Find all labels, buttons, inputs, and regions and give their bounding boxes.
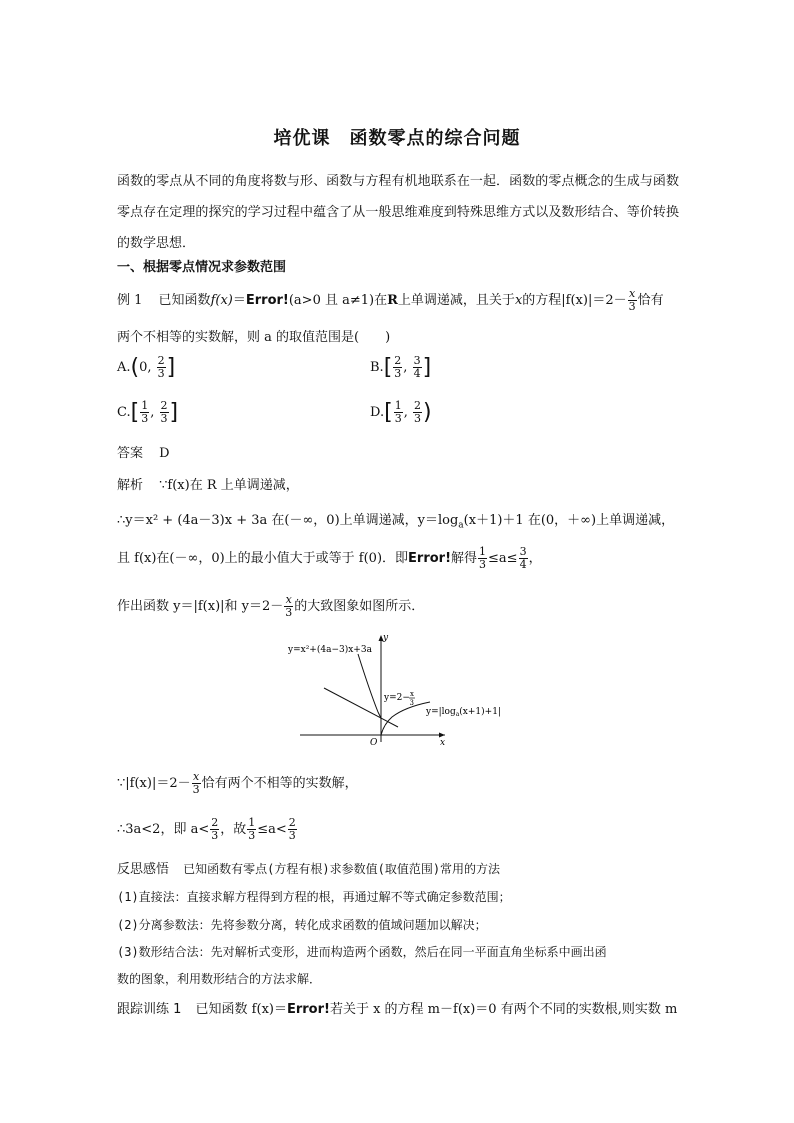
y-axis-label: y: [383, 633, 389, 643]
fraction-x-3: $\frac{x}{3}$: [628, 287, 636, 313]
x-axis-label: x: [440, 738, 446, 748]
log-curve: [381, 702, 430, 735]
method-3-cont: 数的图象，利用数形结合的方法求解．: [117, 972, 322, 986]
practice-label: 跟踪训练 1: [117, 1002, 182, 1017]
example-line-1: 例 1 已知函数f(x)＝Error!(a>0 且 a≠1)在R上单调递减，且关于x的方程|f(x)|＝2－ $\frac{x}{3}$ 恰有: [117, 287, 664, 313]
reflection-label: 反思感悟: [117, 862, 170, 877]
function-graph: [280, 632, 520, 748]
line-label: y=2−: [384, 693, 410, 703]
solution-line-5: ∵|f(x)|＝2－ $\frac{x}{3}$ 恰有两个不相等的实数解，: [117, 770, 358, 796]
line-label-num: x: [410, 690, 414, 698]
example-line-2: 两个不相等的实数解，则 a 的取值范围是( ): [117, 330, 391, 345]
method-2: (2)分离参数法：先将参数分离，转化成求函数的值域问题加以解决；: [117, 918, 487, 932]
reflection-heading: [117, 858, 500, 877]
origin-label: O: [370, 738, 378, 748]
answer-label: 答案: [117, 446, 144, 461]
example-label: 例 1: [117, 293, 143, 308]
solution-line-2: ∴y＝x² + (4a－3)x + 3a 在(－∞，0)上单调递减，$y=\log_a(x+1)+1$ 在(0，＋∞)上单调递减，: [117, 513, 675, 531]
error-marker: Error!: [408, 551, 452, 566]
solution-line-4: 作出函数 y＝|f(x)|和 y＝2－ $\frac{x}{3}$ 的大致图象如图所示．: [117, 593, 425, 619]
section-heading: 一、根据零点情况求参数范围: [117, 260, 287, 275]
page-title: 培优课 函数零点的综合问题: [273, 128, 521, 149]
answer-line: [117, 442, 170, 461]
intro-paragraph: 函数的零点从不同的角度将数与形、函数与方程有机地联系在一起．函数的零点概念的生成与函数零点存在定理的探究的学习过程中蕴含了从一般思维难度到特殊思维方式以及数形结合、等价转换的数学思想．: [117, 174, 679, 251]
solution-line-1: 解析 ∵f(x)在 R 上单调递减，: [117, 478, 299, 493]
line-label-den: 3: [409, 699, 414, 707]
method-1: (1)直接法：直接求解方程得到方程的根，再通过解不等式确定参数范围；: [117, 890, 511, 904]
solution-label: 解析: [117, 478, 144, 493]
reflection-title: 已知函数有零点(方程有根)求参数值(取值范围)常用的方法: [183, 862, 501, 876]
solution-line-3: 且 f(x)在(－∞，0)上的最小值大于或等于 f(0)．即Error!解得 $\frac{1}{3}$ ≤a≤ $\frac{3}{4}$ ，: [117, 545, 542, 571]
practice-line: 跟踪训练 1 已知函数 f(x)＝Error!若关于 x 的方程 m－f(x)＝0 有两个不同的实数根,则实数 m: [117, 1002, 678, 1017]
choice-b: B.[ $\frac{2}{3}$ , $\frac{3}{4}$ ]: [370, 354, 432, 380]
choice-c: C.[ $\frac{1}{3}$ , $\frac{2}{3}$ ]: [117, 399, 179, 425]
parabola-curve: [358, 654, 381, 719]
solution-line-6: ∴3a<2，即 a< $\frac{2}{3}$ ，故 $\frac{1}{3}$ ≤a< $\frac{2}{3}$: [117, 816, 296, 842]
error-marker: Error!: [245, 293, 289, 308]
log-label: $y=|\log_a(x+1)+1|$: [426, 707, 501, 718]
answer-value: D: [159, 446, 170, 461]
choice-a: A.(0, $\frac{2}{3}$ ]: [117, 354, 176, 380]
parabola-label: y=x²+(4a−3)x+3a: [288, 645, 372, 655]
x-axis-arrow: [439, 733, 445, 738]
method-3: (3)数形结合法：先对解析式变形，进而构造两个函数，然后在同一平面直角坐标系中画出函: [117, 945, 607, 959]
choice-d: D.[ $\frac{1}{3}$ , $\frac{2}{3}$ ): [370, 399, 432, 425]
error-marker: Error!: [286, 1002, 330, 1017]
